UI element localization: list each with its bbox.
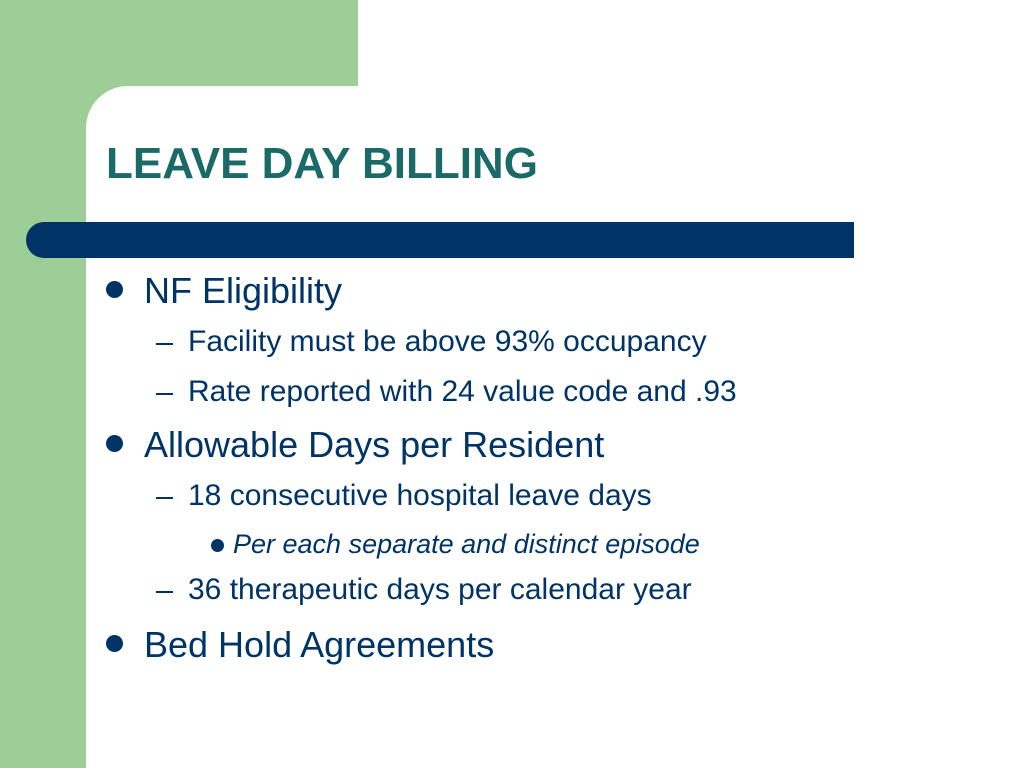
- bullet-text: 36 therapeutic days per calendar year: [188, 573, 692, 606]
- bullet-dot-icon: [211, 539, 224, 552]
- bullet-dash-icon: [156, 393, 173, 395]
- bullet-dash-icon: [156, 497, 173, 499]
- slide-title: LEAVE DAY BILLING: [106, 139, 538, 188]
- bullet-dot-icon: [106, 435, 123, 452]
- bullet-nf-eligibility: [144, 270, 342, 312]
- subbullet-rate-reported: [188, 375, 737, 409]
- subsubbullet-episode: [233, 529, 700, 560]
- bullet-dash-icon: [156, 591, 173, 593]
- bullet-text: NF Eligibility: [144, 270, 343, 311]
- bullet-text: Rate reported with 24 value code and .93: [188, 375, 737, 408]
- bullet-text: Allowable Days per Resident: [144, 424, 605, 465]
- bullet-text: Bed Hold Agreements: [144, 624, 495, 665]
- subbullet-hospital-leave: [188, 479, 652, 513]
- bullet-dot-icon: [106, 635, 123, 652]
- bullet-bed-hold: [144, 624, 494, 666]
- bullet-allowable-days: [144, 424, 604, 466]
- bullet-text: 18 consecutive hospital leave days: [188, 479, 652, 512]
- bullet-dot-icon: [106, 281, 123, 298]
- subbullet-therapeutic-days: [188, 573, 692, 607]
- subbullet-occupancy: [188, 325, 707, 359]
- bullet-text: Per each separate and distinct episode: [233, 529, 700, 559]
- bullet-text: Facility must be above 93% occupancy: [188, 325, 707, 358]
- bullet-dash-icon: [156, 343, 173, 345]
- title-underline-bar: [26, 222, 854, 258]
